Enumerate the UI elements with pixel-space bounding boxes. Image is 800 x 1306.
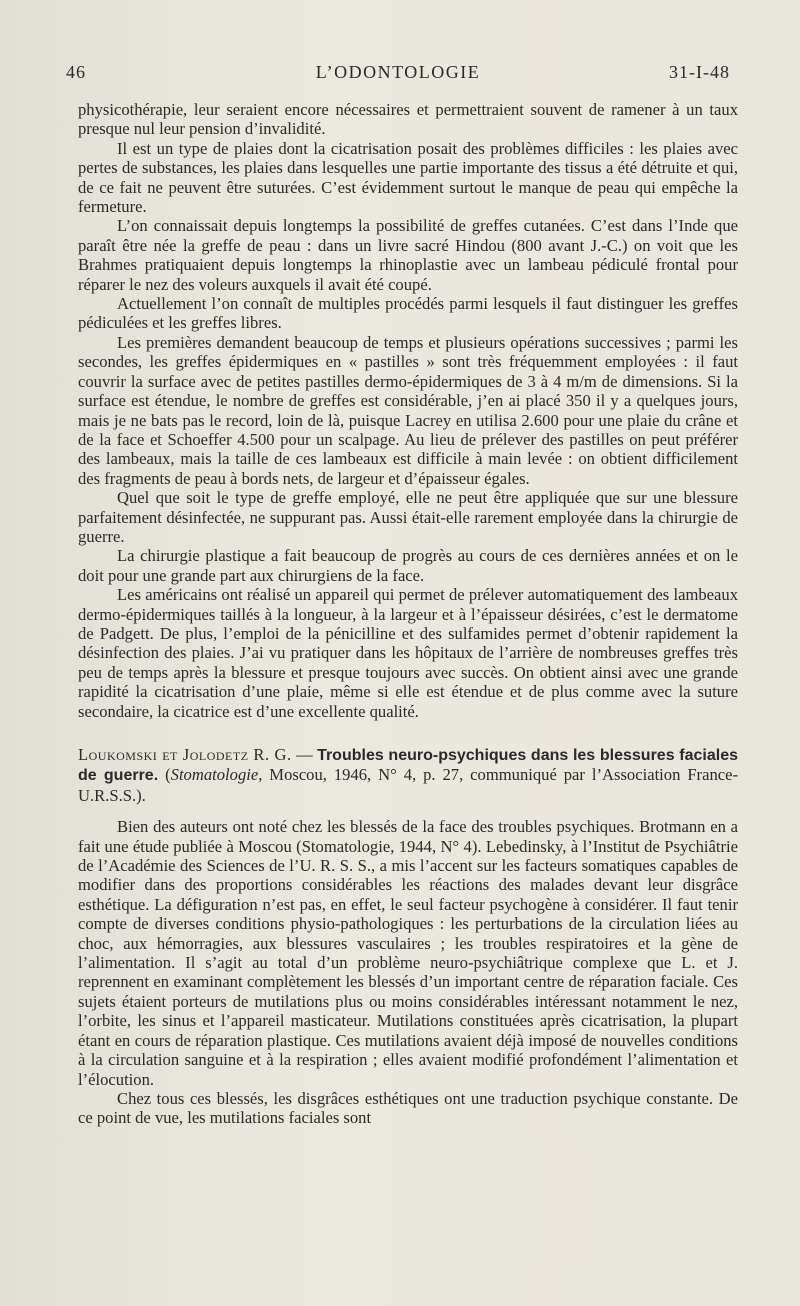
section-gap [78,721,738,745]
body-text [78,100,738,1128]
paragraph: Bien des auteurs ont noté chez les blessés de la face des troubles psychiques. Brotmann en a fait une étude publiée à Moscou (Stomatologie, 1944, N° 4). Lebedinsky, à l’Institut de Psychiâtrie de l’Académie des Sciences de l’U. R. S. S., a mis l’accent sur les facteurs somatiques capables de modifier dans des proportions considérables les réactions des malades devant leur disgrâce esthétique. La défiguration n’est pas, en effet, le seul facteur psychogène à considérer. Il faut tenir compte de diverses conditions physio-pathologiques : les perturbations de la circulation liées au choc, aux hémorragies, aux blessures vasculaires ; les troubles respiratoires et la gène de l’alimentation. Il s’agit au total d’un problème neuro-psychiâtrique complexe que L. et J. reprennent en examinant complètement les blessés d’un important centre de réparation faciale. Ces sujets étaient porteurs de mutilations plus ou moins considérables intéressant notamment le nez, l’orbite, les sinus et l’appareil masticateur. Mutilations constituées après cicatrisation, la plupart étant en cours de réparation plastique. Ces mutilations avaient déjà imposé de nouvelles conditions à la circulation sanguine et à la respiration ; elles avaient modifié profondément l’alimentation et l’élocution. [78,817,738,1089]
reference-dash: — [291,745,318,764]
paragraph: physicothérapie, leur seraient encore nécessaires et permettraient souvent de ramener à un taux presque nul leur pension d’invalidité. [78,100,738,139]
reference-details: , Moscou, 1946, N° 4, p. 27, communiqué par l’Association France-U.R.S.S.). [78,765,738,805]
running-header [66,62,730,88]
reference-authors: Loukomski et Jolodetz R. G. [78,745,292,764]
bibliographic-reference: Loukomski et Jolodetz R. G. — Troubles neuro-psychiques dans les blessures faciales de guerre. (Stomatologie, Moscou, 1946, N° 4, p. 27, communiqué par l’Association France-U.R.S.S.). [78,745,739,805]
page-number: 46 [66,62,86,82]
issue-date: 31-I-48 [669,62,730,82]
reference-journal: Stomatologie [170,765,259,785]
paragraph: Quel que soit le type de greffe employé, elle ne peut être appliquée que sur une blessure parfaitement désinfectée, ne suppurant pas. Aussi était-elle rarement employée dans la chirurgie de guerre. [78,488,738,546]
paragraph: Les américains ont réalisé un appareil qui permet de prélever automatiquement des lambeaux dermo-épidermiques taillés à la longueur, à la largeur et à l’épaisseur désirées, c’est le dermatome de Padgett. De plus, l’emploi de la pénicilline et des sulfamides permet d’obtenir rapidement la désinfection des plaies. J’ai vu pratiquer dans les hôpitaux de l’arrière de nombreuses greffes très peu de temps après la blessure et presque toujours avec succès. On obtient ainsi avec une grande rapidité la cicatrisation d’une plaie, même si elle est étendue et de plus comme avec la suture secondaire, la cicatrice est d’une excellente qualité. [78,585,738,721]
paragraph: Chez tous ces blessés, les disgrâces esthétiques ont une traduction psychique constante. De ce point de vue, les mutilations faciales sont [78,1088,738,1128]
journal-title: L’ODONTOLOGIE [315,62,481,82]
paragraph: La chirurgie plastique a fait beaucoup de progrès au cours de ces dernières années et on le doit pour une grande part aux chirurgiens de la face. [78,546,738,585]
paragraph: Il est un type de plaies dont la cicatrisation posait des problèmes difficiles : les plaies avec pertes de substances, les plaies dans lesquelles une partie importante des tissus a été détruite et qui, de ce fait ne peuvent être suturées. C’est évidemment surtout le manque de peau qui empêche la fermeture. [78,138,738,217]
paragraph: Actuellement l’on connaît de multiples procédés parmi lesquels il faut distinguer les greffes pédiculées et les greffes libres. [78,294,738,333]
paragraph: Les premières demandent beaucoup de temps et plusieurs opérations successives ; parmi les secondes, les greffes épidermiques en « pastilles » sont très fréquemment employées : il faut couvrir la surface avec de petites pastilles dermo-épidermiques de 3 à 4 m/m de dimensions. Si la surface est étendue, le nombre de greffes est considérable, j’en ai placé 350 il y a quelques jours, mais je ne bats pas le record, loin de là, puisque Lacrey en utilisa 2.600 pour une plaie du crâne et de la face et Schoeffer 4.500 pour un scalpage. Au lieu de prélever des pastilles on peut préférer des lambeaux, mais la taille de ces lambeaux est difficile à main levée : on obtient difficilement des fragments de peau à bords nets, de largeur et d’épaisseur égales. [78,332,738,488]
reference-title: Troubles neuro-psychiques dans les blessures faciales de guerre. [78,747,739,785]
paragraph: L’on connaissait depuis longtemps la possibilité de greffes cutanées. C’est dans l’Inde que paraît être née la greffe de peau : dans un livre sacré Hindou (800 avant J.-C.) on voit que les Brahmes pratiquaient depuis longtemps la rhinoplastie avec un lambeau pédiculé frontal pour réparer le nez des voleurs auxquels il avait été coupé. [78,216,738,294]
reference-gap [78,805,738,817]
